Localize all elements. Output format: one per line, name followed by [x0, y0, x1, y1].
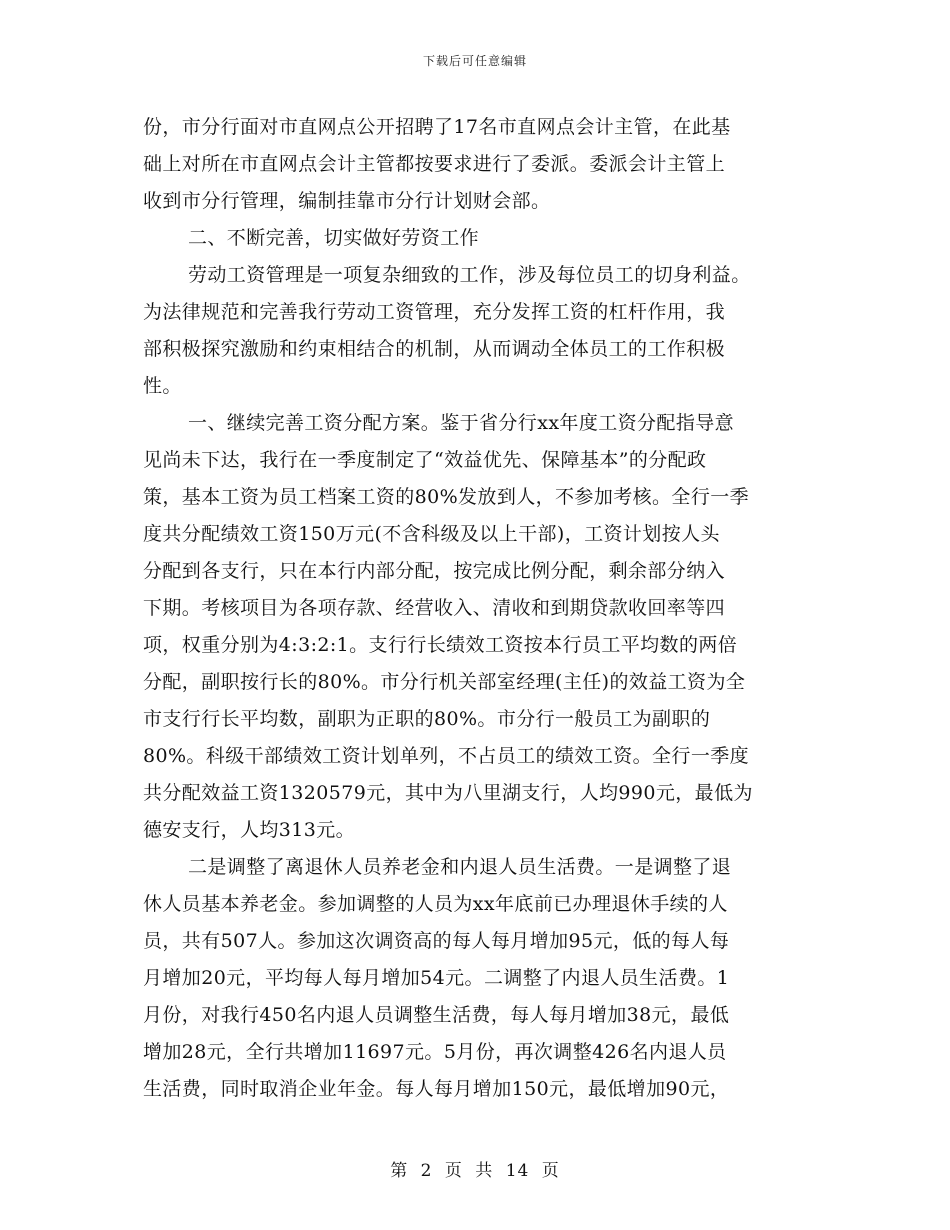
text-line: 德安支行，人均313元。 — [143, 819, 356, 841]
text-line: 休人员基本养老金。参加调整的人员为xx年底前已办理退休手续的人 — [143, 893, 728, 915]
text-line: 二是调整了离退休人员养老金和内退人员生活费。一是调整了退 — [188, 856, 732, 878]
page-header: 下载后可任意编辑 — [422, 54, 527, 68]
text-line: 二、不断完善，切实做好劳资工作 — [188, 227, 480, 249]
text-line: 分配，副职按行长的80%。市分行机关部室经理(主任)的效益工资为全 — [143, 671, 746, 693]
text-line: 一、继续完善工资分配方案。鉴于省分行xx年度工资分配指导意 — [188, 412, 735, 434]
text-line: 80%。科级干部绩效工资计划单列，不占员工的绩效工资。全行一季度 — [143, 745, 750, 767]
text-line: 月份，对我行450名内退人员调整生活费，每人每月增加38元，最低 — [143, 1004, 730, 1026]
text-line: 性。 — [143, 375, 182, 397]
text-line: 月增加20元，平均每人每月增加54元。二调整了内退人员生活费。1 — [143, 967, 730, 989]
text-line: 增加28元，全行共增加11697元。5月份，再次调整426名内退人员 — [143, 1041, 727, 1063]
text-line: 收到市分行管理，编制挂靠市分行计划财会部。 — [143, 190, 551, 212]
text-line: 生活费，同时取消企业年金。每人每月增加150元，最低增加90元， — [143, 1078, 730, 1100]
text-line: 劳动工资管理是一项复杂细致的工作，涉及每位员工的切身利益。 — [188, 264, 751, 286]
text-line: 员，共有507人。参加这次调资高的每人每月增加95元，低的每人每 — [143, 930, 730, 952]
text-line: 础上对所在市直网点会计主管都按要求进行了委派。委派会计主管上 — [143, 153, 726, 175]
text-line: 项，权重分别为4:3:2:1。支行行长绩效工资按本行员工平均数的两倍 — [143, 634, 738, 656]
text-line: 市支行行长平均数，副职为正职的80%。市分行一般员工为副职的 — [143, 708, 711, 730]
text-line: 度共分配绩效工资150万元(不含科级及以上干部)，工资计划按人头 — [143, 523, 720, 545]
page-footer — [0, 1156, 950, 1181]
text-line: 分配到各支行，只在本行内部分配，按完成比例分配，剩余部分纳入 — [143, 560, 726, 582]
page-number: 第 2 页 共 14 页 — [390, 1161, 560, 1181]
text-line: 部积极探究激励和约束相结合的机制，从而调动全体员工的工作积极 — [143, 338, 726, 360]
text-line: 为法律规范和完善我行劳动工资管理，充分发挥工资的杠杆作用，我 — [143, 301, 726, 323]
text-line: 份，市分行面对市直网点公开招聘了17名市直网点会计主管，在此基 — [143, 116, 731, 138]
text-line: 见尚未下达，我行在一季度制定了“效益优先、保障基本”的分配政 — [143, 449, 707, 471]
document-body — [143, 109, 813, 1108]
text-line: 下期。考核项目为各项存款、经营收入、清收和到期贷款收回率等四 — [143, 597, 726, 619]
text-line: 共分配效益工资1320579元，其中为八里湖支行，人均990元，最低为 — [143, 782, 753, 804]
text-line: 策，基本工资为员工档案工资的80%发放到人，不参加考核。全行一季 — [143, 486, 750, 508]
